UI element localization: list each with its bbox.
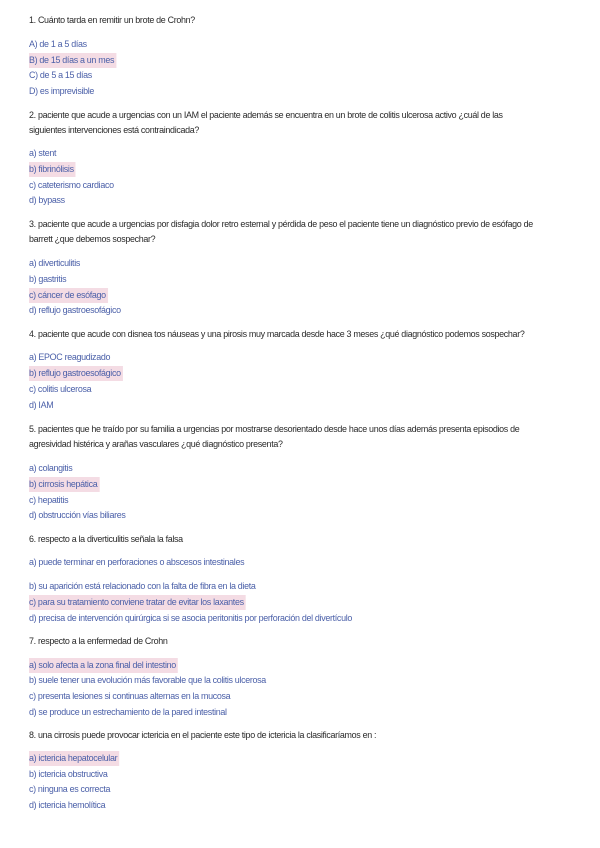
question-7: 7. respecto a la enfermedad de Crohn (29, 636, 168, 647)
q6-option-b: b) su aparición está relacionado con la falta de fibra en la dieta (29, 581, 256, 592)
q1-option-c: C) de 5 a 15 días (29, 70, 92, 81)
q4-option-a: a) EPOC reagudizado (29, 352, 111, 363)
q7-option-b: b) suele tener una evolución más favorable que la colitis ulcerosa (29, 675, 266, 686)
q5-option-c: c) hepatitis (29, 495, 69, 506)
q1-option-d: D) es imprevisible (29, 86, 95, 97)
question-5: 5. pacientes que he traído por su familia a urgencias por mostrarse desorientado desde hace unos días además presenta episodios de agresividad histérica y arañas vasculares ¿qué diagnóstico presenta? (29, 424, 520, 450)
q2-option-d: d) bypass (29, 195, 65, 206)
question-6: 6. respecto a la diverticulitis señala la falsa (29, 534, 183, 545)
q5-option-b-highlighted: b) cirrosis hepática (29, 479, 98, 490)
q8-option-a-highlighted: a) ictericia hepatocelular (29, 753, 118, 764)
q2-option-a: a) stent (29, 148, 57, 159)
q2-option-b-highlighted: b) fibrinólisis (29, 164, 74, 175)
q8-option-b: b) ictericia obstructiva (29, 769, 108, 780)
q5-option-a: a) colangitis (29, 463, 73, 474)
q5-option-d: d) obstrucción vías biliares (29, 510, 126, 521)
q3-option-b: b) gastritis (29, 274, 67, 285)
q4-option-d: d) IAM (29, 400, 54, 411)
question-1: 1. Cuánto tarda en remitir un brote de Crohn? (29, 15, 195, 26)
q4-option-b-highlighted: b) reflujo gastroesofágico (29, 368, 121, 379)
question-3: 3. paciente que acude a urgencias por disfagia dolor retro esternal y pérdida de peso el paciente tiene un diagnóstico previo de esófago de barrett ¿que debemos sospechar? (29, 219, 533, 245)
q6-option-d: d) precisa de intervención quirúrgica si se asocia peritonitis por perforación del divertículo (29, 613, 353, 624)
question-4: 4. paciente que acude con disnea tos náuseas y una pirosis muy marcada desde hace 3 meses ¿qué diagnóstico podemos sospechar? (29, 329, 525, 340)
q6-option-a: a) puede terminar en perforaciones o abscesos intestinales (29, 557, 245, 568)
q3-option-a: a) diverticulitis (29, 258, 80, 269)
q6-option-c-highlighted: c) para su tratamiento conviene tratar de evitar los laxantes (29, 597, 244, 608)
q2-option-c: c) cateterismo cardiaco (29, 180, 114, 191)
q7-option-a-highlighted: a) solo afecta a la zona final del intestino (29, 660, 176, 671)
q8-option-c: c) ninguna es correcta (29, 784, 111, 795)
q7-option-d: d) se produce un estrechamiento de la pared intestinal (29, 707, 227, 718)
question-8: 8. una cirrosis puede provocar ictericia en el paciente este tipo de ictericia la clasificaríamos en : (29, 730, 377, 741)
q3-option-c-highlighted: c) cáncer de esófago (29, 290, 106, 301)
q1-option-b-highlighted: B) de 15 días a un mes (29, 55, 115, 66)
q7-option-c: c) presenta lesiones si continuas alternas en la mucosa (29, 691, 231, 702)
question-2: 2. paciente que acude a urgencias con un IAM el paciente además se encuentra en un brote de colitis ulcerosa activo ¿cuál de las siguientes intervenciones está contraindicada? (29, 110, 503, 136)
q1-option-a: A) de 1 a 5 días (29, 39, 87, 50)
q8-option-d: d) ictericia hemolítica (29, 800, 106, 811)
q4-option-c: c) colitis ulcerosa (29, 384, 92, 395)
q3-option-d: d) reflujo gastroesofágico (29, 305, 121, 316)
